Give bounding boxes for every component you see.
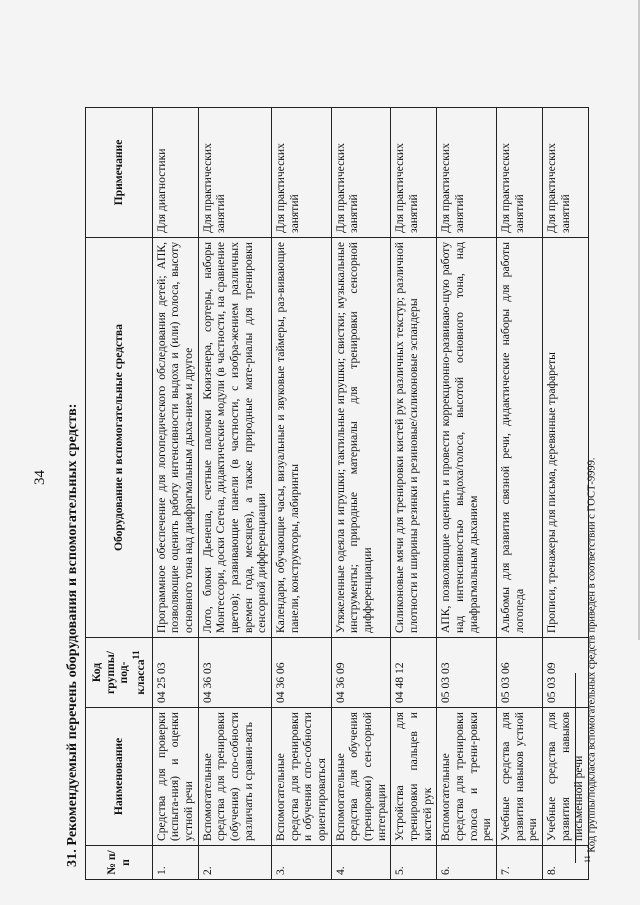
row-name: Учебные средства для развития навыков устной речи — [497, 708, 543, 846]
row-note: Для практических занятий — [271, 108, 331, 238]
row-code: 04 36 06 — [271, 638, 331, 708]
row-name: Устройства для тренировки пальцев и кистей рук — [391, 708, 437, 846]
section-title: 31. Рекомендуемый перечень оборудования и вспомогательных средств: — [65, 403, 80, 867]
row-num: 8. — [543, 846, 589, 880]
row-code: 04 48 12 — [391, 638, 437, 708]
header-code-text: Код группы/под-класса — [90, 651, 147, 695]
row-code: 04 36 03 — [198, 638, 271, 708]
footnote-marker: 11 — [583, 855, 592, 863]
row-name: Учебные средства для развития навыков письменной речи — [543, 708, 589, 846]
row-code: 04 25 03 — [152, 638, 198, 708]
row-note: Для практических занятий — [331, 108, 391, 238]
row-name: Вспомогательные средства для тренировки и обучения спо-собности ориентироваться — [271, 708, 331, 846]
header-code — [86, 638, 153, 708]
row-note: Для практических занятий — [198, 108, 271, 238]
table-row — [391, 108, 437, 880]
row-equipment: Утяжеленные одеяла и игрушки; тактильные игрушки; свистки; музыкальные инструменты; природные материалы для тренировки сенсорной дифференциации — [331, 238, 391, 638]
row-num: 4. — [331, 846, 391, 880]
table-row — [198, 108, 271, 880]
row-num: 3. — [271, 846, 331, 880]
table-row — [331, 108, 391, 880]
row-note: Для практических занятий — [437, 108, 497, 238]
table-row — [152, 108, 198, 880]
row-equipment: Календари, обучающие часы, визуальные и звуковые таймеры, раз-вивающие панели, конструкторы, лабиринты — [271, 238, 331, 638]
row-code: 04 36 09 — [331, 638, 391, 708]
row-equipment: Прописи, тренажеры для письма, деревянные трафареты — [543, 238, 589, 638]
row-num: 7. — [497, 846, 543, 880]
row-name: Вспомогательные средства для тренировки (обучения) спо-собности различать и сравни-вать — [198, 708, 271, 846]
row-code: 05 03 03 — [437, 638, 497, 708]
row-equipment: Программное обеспечение для логопедического обследования детей; АПК, позволяющие оценить работу интенсивности выдоха и (или) голоса, высоту основного тона над диафрагмальным дыха-нием и другое — [152, 238, 198, 638]
header-num: № п/п — [86, 846, 153, 880]
row-code: 05 03 06 — [497, 638, 543, 708]
table-header-row — [86, 108, 153, 880]
row-equipment: Альбомы для развития связной речи, дидактические наборы для работы логопеда — [497, 238, 543, 638]
row-num: 1. — [152, 846, 198, 880]
row-num: 2. — [198, 846, 271, 880]
table-row — [271, 108, 331, 880]
row-equipment: Лото, блоки Дьенеша, счетные палочки Кюизенера, сортеры, наборы Монтессори, доски Сегена, дидактические модули (в частности, на сравнение цветов); развивающие панели (в частности, с изобра-жением различных времен года, месяцев), а также природные мате-риалы для тренировки сенсорной дифференциации — [198, 238, 271, 638]
row-note: Для диагностики — [152, 108, 198, 238]
header-code-footnote-marker: 11 — [131, 650, 143, 660]
row-name: Вспомогательные средства для обучения (тренировки) сен-сорной интеграции — [331, 708, 391, 846]
row-equipment: АПК, позволяющие оценить и провести коррекционно-развиваю-щую работу над интенсивностью выдоха/голоса, высотой основного тона, над диафрагмальным дыханием — [437, 238, 497, 638]
row-note: Для практических занятий — [497, 108, 543, 238]
footnote-text: Код группы/подкласса вспомогательных средств приведен в соответствии с ГОСТ-9999. — [586, 457, 598, 853]
row-code: 05 03 09 — [543, 638, 589, 708]
row-num: 6. — [437, 846, 497, 880]
footnote — [583, 457, 598, 863]
row-name: Вспомогательные средства для тренировки голоса и трени-ровки речи — [437, 708, 497, 846]
page-number: 34 — [32, 470, 48, 485]
table-row — [543, 108, 589, 880]
equipment-table — [85, 107, 589, 880]
row-note: Для практических занятий — [391, 108, 437, 238]
row-note: Для практических занятий — [543, 108, 589, 238]
row-equipment: Силиконовые мячи для тренировки кистей рук различных текстур; различной плотности и ширины резинки и резиновые/силиконовые эспандеры — [391, 238, 437, 638]
footnote-divider — [575, 673, 576, 863]
header-note: Примечание — [86, 108, 153, 238]
header-name: Наименование — [86, 708, 153, 846]
row-name: Средства для проверки (испыта-ния) и оценки устной речи — [152, 708, 198, 846]
row-num: 5. — [391, 846, 437, 880]
table-row — [497, 108, 543, 880]
table-row — [437, 108, 497, 880]
header-equipment: Оборудование и вспомогательные средства — [86, 238, 153, 638]
